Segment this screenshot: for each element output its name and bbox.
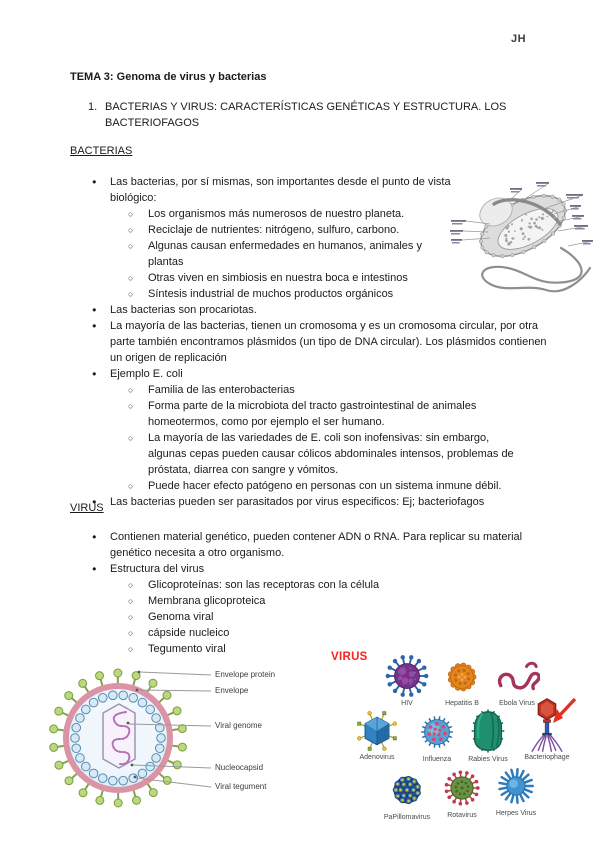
list-item: ○ Algunas causan enfermedades en humanos, animales y plantas [70,238,448,270]
virus-label: Rotavirus [447,812,477,819]
virus-label: HIV [401,700,413,707]
hiv-icon [384,653,430,699]
virus-label: Hepatitis B [445,700,479,707]
bacterias-list-bottom [70,318,556,510]
virus-label: PaPillomavirus [383,814,431,821]
section-heading-bacterias: BACTERIAS [70,145,133,157]
numbered-item [88,99,517,131]
hepatitis-b-icon [440,655,484,699]
herpes-icon [493,763,539,809]
list-item: ○ Membrana glicoproteica [70,593,530,609]
list-item: ○ Genoma viral [70,609,530,625]
list-item: ○ La mayoría de las variedades de E. coli son inofensivas: sin embargo, algunas cepas pueden causar cólicos abdominales intensos, problemas de próstata, diarrea con sangre y vómitos. [70,430,530,478]
papillomavirus-icon [384,767,430,813]
virus-rabies [456,707,520,764]
numbered-item-text: BACTERIAS Y VIRUS: CARACTERÍSTICAS GENÉTICAS Y ESTRUCTURA. LOS BACTERIOFAGOS [105,101,507,129]
list-item: ○ Síntesis industrial de muchos productos orgánicos [70,286,448,302]
diagram-label: Envelope protein [215,670,276,679]
list-item: ● La mayoría de las bacterias, tienen un cromosoma y es un cromosoma circular, por otra parte también encontramos plásmidos (un tipo de DNA circular). Los plásmidos contienen un origen de replicación [70,318,556,366]
adenovirus-icon [355,709,399,753]
virus-label: Adenovirus [359,754,395,761]
influenza-icon [414,709,460,755]
rabies-icon [465,707,511,755]
virus-label: Influenza [422,756,452,763]
diagram-label: Nucleocapsid [215,763,264,772]
red-arrow-icon [547,697,579,727]
list-item: ○ cápside nucleico [70,625,530,641]
list-item: ○ Otras viven en simbiosis en nuestra boca e intestinos [70,270,448,286]
list-item: ● Estructura del virus [70,561,554,577]
list-item: ● Las bacterias, por sí mismas, son importantes desde el punto de vista biológico: [70,174,462,206]
list-item: ● Las bacterias pueden ser parasitados por virus especificos: Ej; bacteriofagos [70,494,556,510]
virus-label: Herpes Virus [495,810,537,817]
diagram-label: Viral genome [215,721,262,730]
list-item: ● Las bacterias son procariotas. [70,302,462,318]
rotavirus-icon [439,765,485,811]
list-item: ● Ejemplo E. coli [70,366,556,382]
virus-adenovirus [345,709,409,762]
page-header-initials: JH [511,33,527,45]
list-item: ○ Forma parte de la microbiota del tracto gastrointestinal de animales homeotermos, como por ejemplo el ser humano. [70,398,530,430]
virus-collection-image [325,643,597,845]
list-item: ○ Puede hacer efecto patógeno en personas con un sistema inmune débil. [70,478,530,494]
virus-herpes [484,763,548,818]
list-item: ○ Familia de las enterobacterias [70,382,530,398]
virus-structure-diagram [18,646,318,814]
list-item: ● Contienen material genético, pueden contener ADN o RNA. Para replicar su material genético necesita a otro organismo. [70,529,554,561]
virus-label: Bacteriophage [524,754,570,761]
list-item: ○ Glicoproteínas: son las receptoras con la célula [70,577,530,593]
list-number: 1. [88,101,98,113]
diagram-label: Viral tegument [215,782,267,791]
diagram-label: Envelope [215,686,249,695]
page-title: TEMA 3: Genoma de virus y bacterias [70,71,267,83]
ebola-icon [494,655,540,699]
virus-list [70,529,554,657]
section-heading-virus: VIRUS [70,502,104,514]
list-item: ○ Los organismos más numerosos de nuestro planeta. [70,206,448,222]
list-item: ○ Reciclaje de nutrientes: nitrógeno, sulfuro, carbono. [70,222,448,238]
virus-label: Rabies Virus [468,756,508,763]
bacteria-anatomy-image [448,176,598,304]
virus-label: Ebola Virus [499,700,535,707]
list-item: ○ Tegumento viral [70,641,530,657]
collection-title: VIRUS [331,651,368,663]
